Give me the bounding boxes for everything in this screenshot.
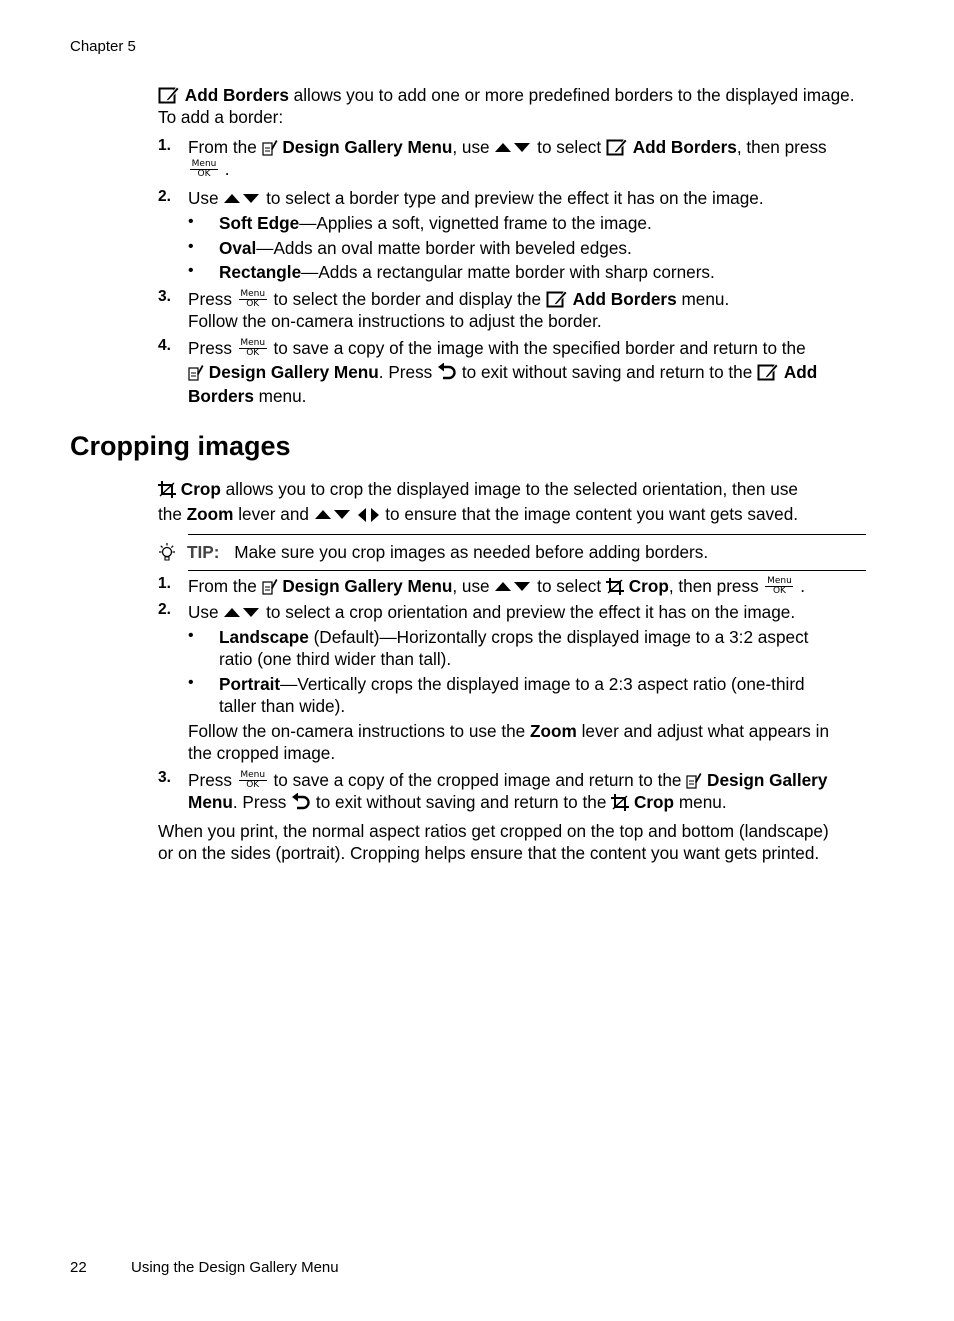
tip-text: Make sure you crop images as needed before adding borders. (234, 542, 709, 562)
crop-icon (611, 792, 634, 812)
bullet-desc: taller than wide). (219, 696, 346, 716)
design-gallery-menu-label: Design Gallery Menu (282, 137, 453, 157)
step-text: Use (188, 602, 224, 622)
closing-text: or on the sides (portrait). Cropping helps ensure that the content you want gets printed. (158, 843, 820, 863)
step-text: to exit without saving and return to the (461, 362, 758, 382)
add-borders-label: Add Borders (572, 289, 677, 309)
zoom-label: Zoom (186, 504, 234, 524)
step-text: the cropped image. (188, 743, 336, 763)
menu-ok-top: Menu (191, 159, 217, 169)
bullet: • (188, 674, 194, 691)
closing-text: When you print, the normal aspect ratios get cropped on the top and bottom (landscape) (158, 821, 829, 841)
step-number: 1. (158, 575, 171, 592)
menu-ok-bottom: OK (239, 348, 267, 358)
step-text: Follow the on-camera instructions to use the (188, 721, 531, 741)
crop-step-2 (188, 601, 878, 623)
design-gallery-menu-label: Design Gallery (707, 770, 828, 790)
step-text: Press (188, 338, 237, 358)
add-borders-icon (158, 85, 185, 105)
bullet: • (188, 262, 194, 279)
add-borders-intro-text: allows you to add one or more predefined borders to the displayed image. To add a border: (158, 85, 855, 127)
step-text: From the (188, 576, 262, 596)
menu-ok-bottom: OK (190, 169, 218, 179)
step-number: 1. (158, 137, 171, 154)
crop-label: Crop (628, 576, 669, 596)
step-text: . Press (378, 362, 438, 382)
crop-intro-text: lever and (233, 504, 314, 524)
tip-icon (157, 542, 177, 564)
step-text: menu. (253, 386, 307, 406)
crop-title: Crop (180, 479, 221, 499)
crop-intro (158, 477, 868, 527)
crop-label: Crop (633, 792, 675, 812)
step-text: lever and adjust what appears in (576, 721, 830, 741)
design-gallery-menu-label: Design Gallery Menu (208, 362, 379, 382)
step-number: 4. (158, 337, 171, 354)
add-borders-intro (158, 84, 868, 128)
bullet: • (188, 238, 194, 255)
menu-ok-icon (763, 576, 800, 596)
up-down-arrows-icon (314, 504, 357, 524)
menu-ok-bottom: OK (239, 780, 267, 790)
list-item (219, 237, 632, 259)
bullet-term: Soft Edge (219, 213, 300, 233)
menu-ok-top: Menu (240, 338, 266, 348)
step-text: , use (452, 137, 495, 157)
crop-step-1 (188, 575, 878, 597)
menu-ok-icon (237, 289, 274, 309)
tip-divider-bottom (188, 570, 866, 571)
bullet-term: Rectangle (219, 262, 302, 282)
add-borders-icon (546, 289, 573, 309)
crop-intro-text: allows you to crop the displayed image to the selected orientation, then use (220, 479, 798, 499)
step-text: menu. (674, 792, 727, 812)
bullet-term: Portrait (219, 674, 281, 694)
crop-intro-text: to ensure that the image content you want gets saved. (385, 504, 799, 524)
add-borders-label: Borders (188, 386, 254, 406)
list-item (219, 261, 715, 283)
step-text: to select the border and display the (273, 289, 546, 309)
design-gallery-icon (262, 576, 283, 596)
step-text: to select (537, 137, 606, 157)
design-gallery-menu-label: Menu (188, 792, 233, 812)
add-borders-step-3 (188, 288, 878, 332)
menu-ok-top: Menu (240, 289, 266, 299)
add-borders-label: Add (783, 362, 818, 382)
up-down-arrows-icon (494, 576, 537, 596)
step-number: 2. (158, 601, 171, 618)
design-gallery-menu-label: Design Gallery Menu (282, 576, 453, 596)
menu-ok-icon (188, 159, 225, 179)
step-text: menu. (676, 289, 730, 309)
menu-ok-bottom: OK (765, 586, 793, 596)
add-borders-label: Add Borders (632, 137, 737, 157)
step-text: , use (452, 576, 495, 596)
design-gallery-icon (686, 770, 707, 790)
add-borders-step-4 (188, 336, 878, 408)
crop-icon (606, 576, 629, 596)
crop-intro-text: the (158, 504, 187, 524)
up-down-arrows-icon (223, 188, 266, 208)
menu-ok-bottom: OK (239, 299, 267, 309)
step-text: From the (188, 137, 262, 157)
step-text: to save a copy of the cropped image and return to the (273, 770, 687, 790)
step-text: to select (537, 576, 606, 596)
left-right-arrows-icon (357, 504, 386, 524)
section-heading: Cropping images (70, 431, 291, 461)
step-text: Press (188, 770, 237, 790)
tip (187, 541, 708, 563)
add-borders-step-1 (188, 136, 878, 180)
add-borders-title: Add Borders (184, 85, 289, 105)
menu-ok-icon (237, 338, 274, 358)
step-text: to save a copy of the image with the specified border and return to the (273, 338, 806, 358)
step-text: to exit without saving and return to the (315, 792, 612, 812)
bullet-desc: —Applies a soft, vignetted frame to the image. (299, 213, 652, 233)
step-number: 2. (158, 188, 171, 205)
design-gallery-icon (188, 362, 209, 382)
menu-ok-icon (237, 770, 274, 790)
bullet-desc: —Adds an oval matte border with beveled edges. (256, 238, 632, 258)
bullet: • (188, 627, 194, 644)
up-down-arrows-icon (223, 602, 266, 622)
step-text: Follow the on-camera instructions to adjust the border. (188, 311, 602, 331)
bullet-term: Oval (219, 238, 257, 258)
step-number: 3. (158, 288, 171, 305)
menu-ok-top: Menu (240, 770, 266, 780)
list-item (219, 212, 652, 234)
crop-follow-text (188, 720, 878, 764)
step-text: . (224, 159, 230, 179)
zoom-label: Zoom (530, 721, 577, 741)
bullet-desc: —Vertically crops the displayed image to a 2:3 aspect ratio (one-third (280, 674, 805, 694)
step-text: Press (188, 289, 237, 309)
list-item (219, 626, 879, 670)
list-item (219, 673, 879, 717)
bullet-desc: (Default)—Horizontally crops the displayed image to a 3:2 aspect (308, 627, 809, 647)
crop-step-3 (188, 769, 878, 813)
step-text: to select a border type and preview the effect it has on the image. (266, 188, 764, 208)
chapter-label: Chapter 5 (70, 38, 136, 55)
add-borders-icon (757, 362, 784, 382)
bullet-term: Landscape (219, 627, 309, 647)
closing-paragraph (158, 820, 878, 864)
bullet-desc: —Adds a rectangular matte border with sharp corners. (301, 262, 715, 282)
add-borders-icon (606, 137, 633, 157)
back-icon (291, 792, 316, 812)
step-text: . (800, 576, 806, 596)
up-down-arrows-icon (494, 137, 537, 157)
design-gallery-icon (262, 137, 283, 157)
tip-label: TIP: (187, 542, 220, 562)
step-text: , then press (668, 576, 764, 596)
bullet-desc: ratio (one third wider than tall). (219, 649, 452, 669)
add-borders-step-2 (188, 187, 878, 209)
crop-icon (158, 479, 181, 499)
step-text: , then press (736, 137, 827, 157)
step-text: . Press (232, 792, 292, 812)
menu-ok-top: Menu (767, 576, 792, 586)
footer-section-title: Using the Design Gallery Menu (131, 1259, 339, 1276)
step-number: 3. (158, 769, 171, 786)
bullet: • (188, 213, 194, 230)
back-icon (437, 362, 462, 382)
step-text: Use (188, 188, 224, 208)
tip-divider-top (188, 534, 866, 535)
step-text: to select a crop orientation and preview the effect it has on the image. (266, 602, 796, 622)
page-number: 22 (70, 1259, 87, 1276)
